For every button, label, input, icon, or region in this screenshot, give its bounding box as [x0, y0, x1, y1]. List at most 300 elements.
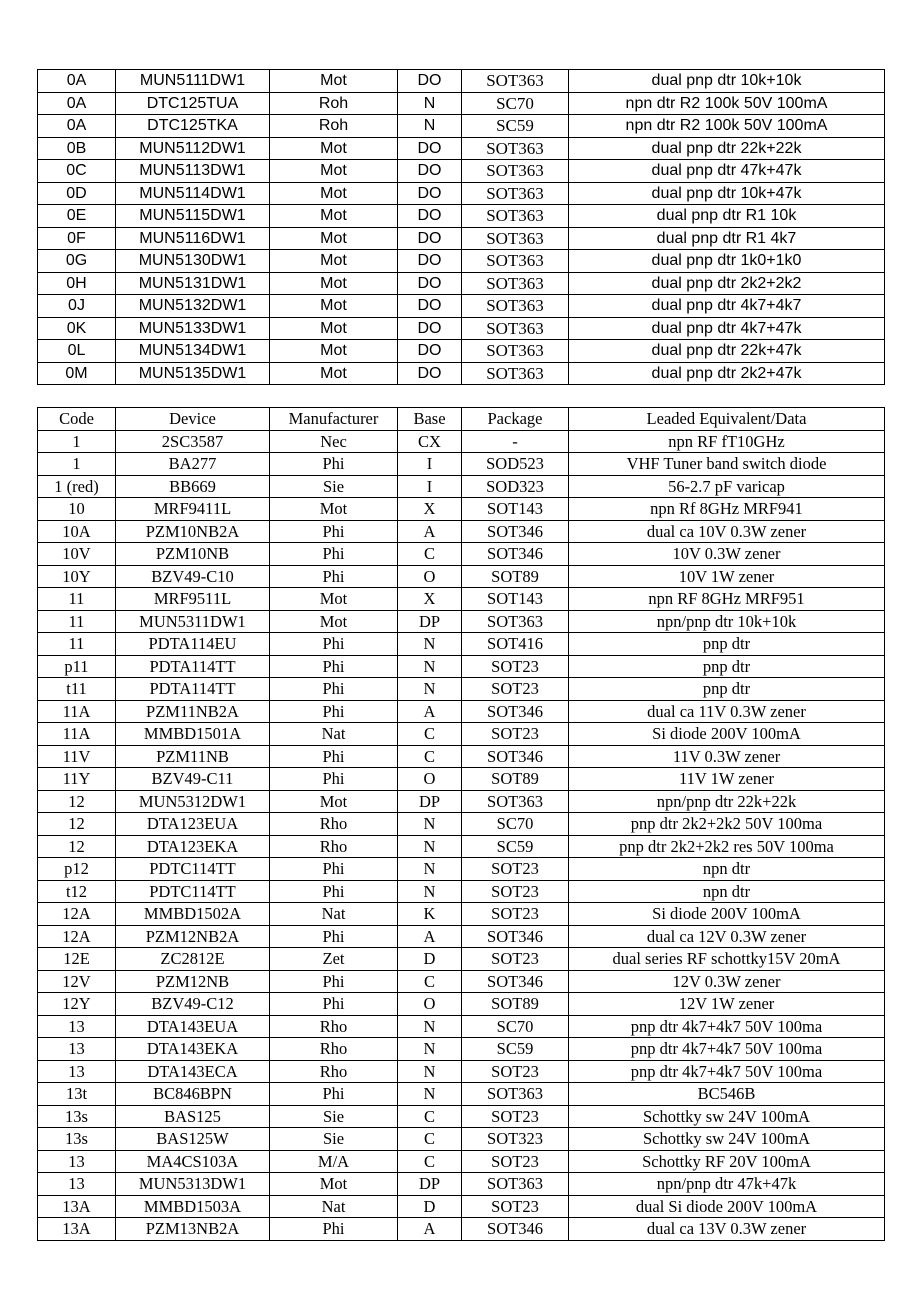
manufacturer-cell: Mot	[270, 1173, 398, 1196]
device-cell: BZV49-C12	[116, 993, 270, 1016]
table-row	[38, 835, 885, 858]
code-cell: 0M	[38, 362, 116, 385]
base-cell: C	[398, 543, 462, 566]
data-cell: npn/pnp dtr 22k+22k	[569, 790, 885, 813]
manufacturer-cell: Phi	[270, 1083, 398, 1106]
base-cell: DO	[398, 295, 462, 318]
device-cell: PZM10NB2A	[116, 520, 270, 543]
base-cell: A	[398, 1218, 462, 1241]
base-cell: N	[398, 633, 462, 656]
code-cell: p12	[38, 858, 116, 881]
data-cell: 11V 0.3W zener	[569, 745, 885, 768]
data-cell: 12V 0.3W zener	[569, 970, 885, 993]
base-cell: X	[398, 588, 462, 611]
base-cell: C	[398, 723, 462, 746]
base-cell: C	[398, 745, 462, 768]
base-cell: DO	[398, 227, 462, 250]
data-cell: 11V 1W zener	[569, 768, 885, 791]
package-cell: SOT23	[462, 1105, 569, 1128]
manufacturer-cell: Nec	[270, 430, 398, 453]
data-cell: dual pnp dtr 2k2+2k2	[569, 272, 885, 295]
base-cell: A	[398, 925, 462, 948]
device-cell: BZV49-C11	[116, 768, 270, 791]
manufacturer-cell: Mot	[270, 182, 398, 205]
data-cell: dual pnp dtr 22k+22k	[569, 137, 885, 160]
manufacturer-cell: Mot	[270, 70, 398, 93]
package-cell: SOT363	[462, 227, 569, 250]
package-cell: SOT23	[462, 655, 569, 678]
smd-code-table	[37, 407, 885, 1241]
base-cell: DO	[398, 137, 462, 160]
package-cell: SC59	[462, 1038, 569, 1061]
table-row	[38, 498, 885, 521]
device-cell: BB669	[116, 475, 270, 498]
manufacturer-cell: Rho	[270, 835, 398, 858]
manufacturer-cell: Phi	[270, 858, 398, 881]
code-cell: 13s	[38, 1128, 116, 1151]
base-cell: C	[398, 1105, 462, 1128]
manufacturer-cell: Zet	[270, 948, 398, 971]
data-cell: pnp dtr 4k7+4k7 50V 100ma	[569, 1060, 885, 1083]
table-row	[38, 993, 885, 1016]
data-cell: dual pnp dtr 2k2+47k	[569, 362, 885, 385]
table-row	[38, 1060, 885, 1083]
base-cell: N	[398, 813, 462, 836]
code-cell: 13	[38, 1150, 116, 1173]
table-row	[38, 272, 885, 295]
package-cell: SOT363	[462, 295, 569, 318]
device-cell: PDTA114TT	[116, 655, 270, 678]
code-cell: 0G	[38, 250, 116, 273]
package-cell: SOT363	[462, 362, 569, 385]
base-cell: A	[398, 700, 462, 723]
data-cell: npn/pnp dtr 10k+10k	[569, 610, 885, 633]
code-cell: 10A	[38, 520, 116, 543]
code-cell: 11Y	[38, 768, 116, 791]
table-row	[38, 340, 885, 363]
manufacturer-cell: Roh	[270, 115, 398, 138]
table-row	[38, 182, 885, 205]
code-cell: 13	[38, 1060, 116, 1083]
base-cell: DO	[398, 70, 462, 93]
manufacturer-cell: Phi	[270, 520, 398, 543]
code-cell: 12E	[38, 948, 116, 971]
header-package: Package	[462, 408, 569, 431]
device-cell: PZM12NB	[116, 970, 270, 993]
data-cell: Si diode 200V 100mA	[569, 903, 885, 926]
code-cell: 0K	[38, 317, 116, 340]
code-cell: 12	[38, 790, 116, 813]
base-cell: DO	[398, 250, 462, 273]
code-cell: 11	[38, 633, 116, 656]
table-row	[38, 700, 885, 723]
code-cell: 13	[38, 1015, 116, 1038]
data-cell: dual ca 12V 0.3W zener	[569, 925, 885, 948]
table-row	[38, 227, 885, 250]
code-cell: 0D	[38, 182, 116, 205]
device-cell: PZM11NB2A	[116, 700, 270, 723]
data-cell: 12V 1W zener	[569, 993, 885, 1016]
base-cell: DO	[398, 272, 462, 295]
data-cell: pnp dtr 2k2+2k2 res 50V 100ma	[569, 835, 885, 858]
package-cell: SOT363	[462, 317, 569, 340]
device-cell: MUN5135DW1	[116, 362, 270, 385]
table-row	[38, 678, 885, 701]
code-cell: 0H	[38, 272, 116, 295]
manufacturer-cell: Phi	[270, 970, 398, 993]
code-cell: 0B	[38, 137, 116, 160]
table-row	[38, 880, 885, 903]
table-row	[38, 565, 885, 588]
base-cell: I	[398, 475, 462, 498]
code-cell: 13t	[38, 1083, 116, 1106]
device-cell: BA277	[116, 453, 270, 476]
code-cell: 0A	[38, 92, 116, 115]
package-cell: SOT363	[462, 790, 569, 813]
manufacturer-cell: Phi	[270, 1218, 398, 1241]
code-cell: 0F	[38, 227, 116, 250]
package-cell: SOT23	[462, 678, 569, 701]
manufacturer-cell: Nat	[270, 723, 398, 746]
table-row	[38, 115, 885, 138]
code-cell: 13	[38, 1038, 116, 1061]
device-cell: BZV49-C10	[116, 565, 270, 588]
data-cell: dual ca 13V 0.3W zener	[569, 1218, 885, 1241]
package-cell: SC59	[462, 835, 569, 858]
manufacturer-cell: Nat	[270, 903, 398, 926]
device-cell: MUN5114DW1	[116, 182, 270, 205]
table-row	[38, 317, 885, 340]
data-cell: Schottky sw 24V 100mA	[569, 1105, 885, 1128]
data-cell: dual pnp dtr 4k7+47k	[569, 317, 885, 340]
package-cell: SOT363	[462, 70, 569, 93]
base-cell: C	[398, 1150, 462, 1173]
device-cell: DTA143ECA	[116, 1060, 270, 1083]
table-row	[38, 250, 885, 273]
device-cell: PZM12NB2A	[116, 925, 270, 948]
package-cell: SOT363	[462, 272, 569, 295]
base-cell: N	[398, 655, 462, 678]
package-cell: SOD323	[462, 475, 569, 498]
data-cell: dual pnp dtr 10k+10k	[569, 70, 885, 93]
package-cell: SC70	[462, 813, 569, 836]
base-cell: K	[398, 903, 462, 926]
table-row	[38, 1218, 885, 1241]
device-cell: MUN5134DW1	[116, 340, 270, 363]
base-cell: N	[398, 1060, 462, 1083]
manufacturer-cell: Phi	[270, 565, 398, 588]
table-row	[38, 205, 885, 228]
manufacturer-cell: Phi	[270, 925, 398, 948]
manufacturer-cell: Sie	[270, 1105, 398, 1128]
base-cell: C	[398, 1128, 462, 1151]
device-cell: DTC125TKA	[116, 115, 270, 138]
device-cell: PZM11NB	[116, 745, 270, 768]
table-row	[38, 790, 885, 813]
package-cell: SOD523	[462, 453, 569, 476]
table-row	[38, 160, 885, 183]
data-cell: dual Si diode 200V 100mA	[569, 1195, 885, 1218]
base-cell: N	[398, 1083, 462, 1106]
device-cell: PZM13NB2A	[116, 1218, 270, 1241]
package-cell: SC70	[462, 92, 569, 115]
manufacturer-cell: Nat	[270, 1195, 398, 1218]
package-cell: SOT89	[462, 768, 569, 791]
manufacturer-cell: Mot	[270, 790, 398, 813]
device-cell: DTA143EUA	[116, 1015, 270, 1038]
base-cell: O	[398, 993, 462, 1016]
base-cell: DO	[398, 182, 462, 205]
manufacturer-cell: Phi	[270, 745, 398, 768]
package-cell: SOT23	[462, 1150, 569, 1173]
base-cell: DP	[398, 610, 462, 633]
package-cell: SOT363	[462, 610, 569, 633]
code-cell: 0E	[38, 205, 116, 228]
package-cell: SOT346	[462, 520, 569, 543]
table-row	[38, 858, 885, 881]
device-cell: BC846BPN	[116, 1083, 270, 1106]
manufacturer-cell: M/A	[270, 1150, 398, 1173]
data-cell: dual ca 11V 0.3W zener	[569, 700, 885, 723]
base-cell: O	[398, 565, 462, 588]
manufacturer-cell: Mot	[270, 227, 398, 250]
code-cell: 12A	[38, 903, 116, 926]
data-cell: pnp dtr 4k7+4k7 50V 100ma	[569, 1038, 885, 1061]
code-cell: 12V	[38, 970, 116, 993]
package-cell: SOT23	[462, 858, 569, 881]
device-cell: MUN5111DW1	[116, 70, 270, 93]
table-row	[38, 903, 885, 926]
table-row	[38, 768, 885, 791]
data-cell: npn dtr	[569, 880, 885, 903]
code-cell: 11A	[38, 700, 116, 723]
device-cell: MUN5115DW1	[116, 205, 270, 228]
package-cell: SOT363	[462, 182, 569, 205]
base-cell: D	[398, 1195, 462, 1218]
device-cell: MUN5312DW1	[116, 790, 270, 813]
data-cell: dual ca 10V 0.3W zener	[569, 520, 885, 543]
package-cell: SOT23	[462, 723, 569, 746]
data-cell: BC546B	[569, 1083, 885, 1106]
package-cell: SOT363	[462, 250, 569, 273]
base-cell: DO	[398, 340, 462, 363]
manufacturer-cell: Phi	[270, 993, 398, 1016]
header-device: Device	[116, 408, 270, 431]
device-cell: 2SC3587	[116, 430, 270, 453]
manufacturer-cell: Phi	[270, 880, 398, 903]
device-cell: MUN5116DW1	[116, 227, 270, 250]
data-cell: Schottky RF 20V 100mA	[569, 1150, 885, 1173]
smd-code-table-continued	[37, 69, 885, 385]
code-cell: 11A	[38, 723, 116, 746]
package-cell: SOT363	[462, 205, 569, 228]
base-cell: DO	[398, 317, 462, 340]
package-cell: SOT89	[462, 565, 569, 588]
device-cell: DTC125TUA	[116, 92, 270, 115]
device-cell: DTA123EUA	[116, 813, 270, 836]
table-row	[38, 813, 885, 836]
data-cell: dual pnp dtr 22k+47k	[569, 340, 885, 363]
data-cell: dual series RF schottky15V 20mA	[569, 948, 885, 971]
data-cell: dual pnp dtr 4k7+4k7	[569, 295, 885, 318]
code-cell: 0C	[38, 160, 116, 183]
code-cell: 13A	[38, 1218, 116, 1241]
base-cell: A	[398, 520, 462, 543]
device-cell: MUN5313DW1	[116, 1173, 270, 1196]
device-cell: PDTC114TT	[116, 858, 270, 881]
header-code: Code	[38, 408, 116, 431]
base-cell: N	[398, 1038, 462, 1061]
data-cell: pnp dtr 4k7+4k7 50V 100ma	[569, 1015, 885, 1038]
device-cell: BAS125W	[116, 1128, 270, 1151]
table-header-row	[38, 408, 885, 431]
data-cell: npn/pnp dtr 47k+47k	[569, 1173, 885, 1196]
package-cell: SOT89	[462, 993, 569, 1016]
device-cell: MMBD1502A	[116, 903, 270, 926]
manufacturer-cell: Roh	[270, 92, 398, 115]
package-cell: SOT363	[462, 1173, 569, 1196]
data-cell: pnp dtr	[569, 633, 885, 656]
table-row	[38, 1195, 885, 1218]
code-cell: 10V	[38, 543, 116, 566]
manufacturer-cell: Phi	[270, 700, 398, 723]
base-cell: DP	[398, 1173, 462, 1196]
code-cell: 13A	[38, 1195, 116, 1218]
base-cell: N	[398, 115, 462, 138]
manufacturer-cell: Mot	[270, 160, 398, 183]
data-cell: dual pnp dtr 1k0+1k0	[569, 250, 885, 273]
code-cell: 13	[38, 1173, 116, 1196]
package-cell: SOT363	[462, 137, 569, 160]
data-cell: dual pnp dtr R1 10k	[569, 205, 885, 228]
code-cell: 11	[38, 610, 116, 633]
base-cell: DP	[398, 790, 462, 813]
device-cell: MUN5133DW1	[116, 317, 270, 340]
table-row	[38, 745, 885, 768]
package-cell: SC59	[462, 115, 569, 138]
base-cell: I	[398, 453, 462, 476]
base-cell: X	[398, 498, 462, 521]
manufacturer-cell: Phi	[270, 453, 398, 476]
manufacturer-cell: Mot	[270, 588, 398, 611]
base-cell: CX	[398, 430, 462, 453]
device-cell: MUN5112DW1	[116, 137, 270, 160]
data-cell: npn RF 8GHz MRF951	[569, 588, 885, 611]
table-row	[38, 1083, 885, 1106]
base-cell: DO	[398, 205, 462, 228]
manufacturer-cell: Rho	[270, 1038, 398, 1061]
data-cell: Si diode 200V 100mA	[569, 723, 885, 746]
device-cell: MUN5132DW1	[116, 295, 270, 318]
base-cell: N	[398, 92, 462, 115]
package-cell: SOT23	[462, 880, 569, 903]
table-row	[38, 70, 885, 93]
manufacturer-cell: Phi	[270, 543, 398, 566]
data-cell: 10V 1W zener	[569, 565, 885, 588]
data-cell: dual pnp dtr R1 4k7	[569, 227, 885, 250]
table-row	[38, 475, 885, 498]
table-row	[38, 543, 885, 566]
device-cell: MUN5131DW1	[116, 272, 270, 295]
code-cell: 10Y	[38, 565, 116, 588]
data-cell: pnp dtr	[569, 655, 885, 678]
code-cell: 1 (red)	[38, 475, 116, 498]
code-cell: 0A	[38, 70, 116, 93]
package-cell: SOT346	[462, 745, 569, 768]
table-row	[38, 362, 885, 385]
device-cell: PDTA114TT	[116, 678, 270, 701]
base-cell: DO	[398, 362, 462, 385]
device-cell: PZM10NB	[116, 543, 270, 566]
device-cell: ZC2812E	[116, 948, 270, 971]
table-row	[38, 92, 885, 115]
code-cell: 13s	[38, 1105, 116, 1128]
manufacturer-cell: Rho	[270, 1015, 398, 1038]
table-row	[38, 1105, 885, 1128]
table-row	[38, 430, 885, 453]
package-cell: SOT346	[462, 970, 569, 993]
package-cell: SOT23	[462, 948, 569, 971]
data-cell: npn dtr R2 100k 50V 100mA	[569, 92, 885, 115]
table-row	[38, 1015, 885, 1038]
data-cell: npn Rf 8GHz MRF941	[569, 498, 885, 521]
base-cell: N	[398, 835, 462, 858]
table-row	[38, 1128, 885, 1151]
data-cell: npn dtr	[569, 858, 885, 881]
manufacturer-cell: Phi	[270, 768, 398, 791]
device-cell: PDTA114EU	[116, 633, 270, 656]
package-cell: SOT143	[462, 498, 569, 521]
code-cell: 0J	[38, 295, 116, 318]
data-cell: 56-2.7 pF varicap	[569, 475, 885, 498]
header-base: Base	[398, 408, 462, 431]
table-row	[38, 1038, 885, 1061]
manufacturer-cell: Mot	[270, 250, 398, 273]
package-cell: SOT23	[462, 1060, 569, 1083]
code-cell: 12	[38, 813, 116, 836]
data-cell: pnp dtr	[569, 678, 885, 701]
package-cell: SOT416	[462, 633, 569, 656]
package-cell: SOT346	[462, 925, 569, 948]
table-row	[38, 948, 885, 971]
device-cell: MMBD1503A	[116, 1195, 270, 1218]
package-cell: SOT346	[462, 700, 569, 723]
header-leaded-equivalent: Leaded Equivalent/Data	[569, 408, 885, 431]
data-cell: npn RF fT10GHz	[569, 430, 885, 453]
code-cell: p11	[38, 655, 116, 678]
base-cell: D	[398, 948, 462, 971]
manufacturer-cell: Phi	[270, 633, 398, 656]
manufacturer-cell: Mot	[270, 317, 398, 340]
manufacturer-cell: Phi	[270, 678, 398, 701]
data-cell: pnp dtr 2k2+2k2 50V 100ma	[569, 813, 885, 836]
package-cell: SOT363	[462, 340, 569, 363]
manufacturer-cell: Sie	[270, 1128, 398, 1151]
package-cell: SOT23	[462, 1195, 569, 1218]
code-cell: 11V	[38, 745, 116, 768]
data-cell: 10V 0.3W zener	[569, 543, 885, 566]
code-cell: 11	[38, 588, 116, 611]
base-cell: C	[398, 970, 462, 993]
table-row	[38, 1173, 885, 1196]
manufacturer-cell: Phi	[270, 655, 398, 678]
device-cell: MA4CS103A	[116, 1150, 270, 1173]
manufacturer-cell: Mot	[270, 272, 398, 295]
code-cell: 12	[38, 835, 116, 858]
device-cell: MUN5311DW1	[116, 610, 270, 633]
package-cell: SC70	[462, 1015, 569, 1038]
package-cell: SOT346	[462, 543, 569, 566]
